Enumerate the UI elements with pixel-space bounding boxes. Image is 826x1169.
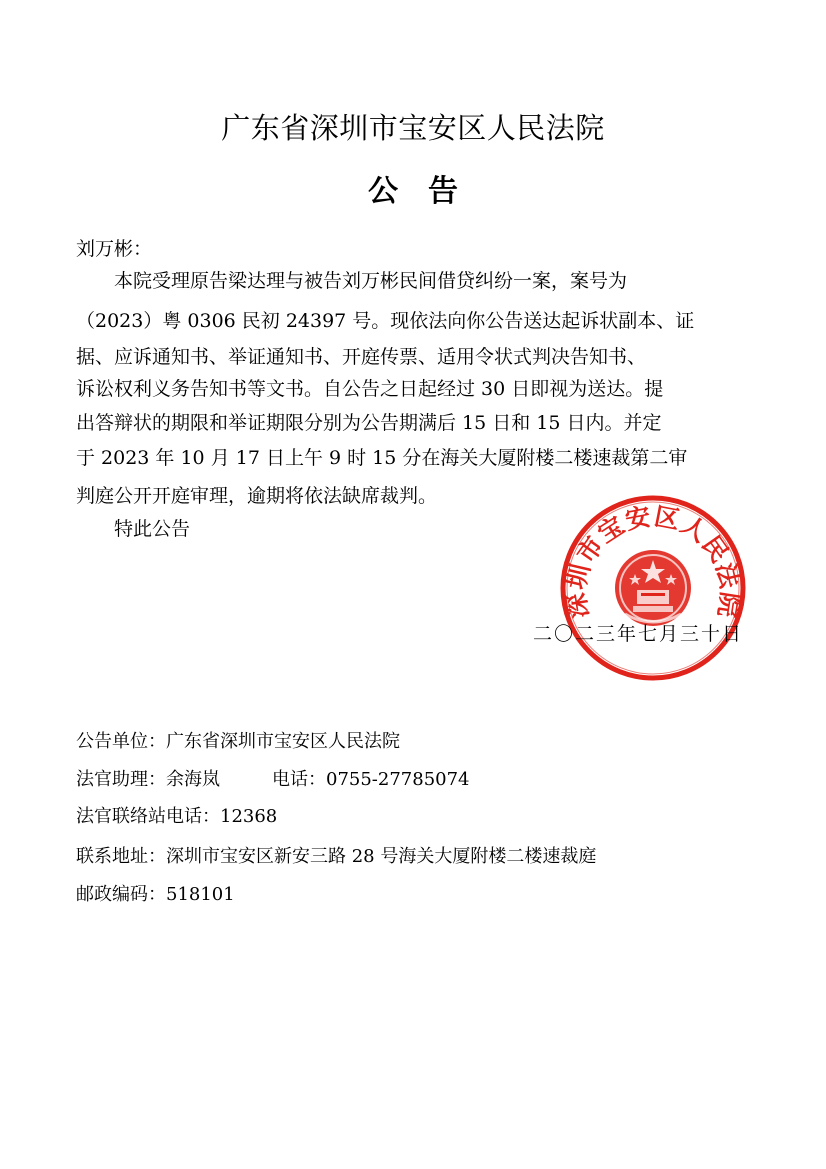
hotline-label: 法官联络站电话： <box>76 806 220 827</box>
body-line-2: （2023）粤 0306 民初 24397 号。现依法向你公告送达起诉状副本、证 <box>76 310 695 332</box>
hotline-line <box>76 802 277 828</box>
notice-date: 二〇二三年七月三十日 <box>533 623 744 645</box>
hotline-value: 12368 <box>220 806 278 827</box>
court-name: 广东省深圳市宝安区人民法院 <box>221 111 605 145</box>
phone-value: 0755-27785074 <box>326 769 470 790</box>
address-line <box>76 842 596 868</box>
postcode-value: 518101 <box>166 884 235 905</box>
body-line-5: 出答辩状的期限和举证期限分别为公告期满后 15 日和 15 日内。并定 <box>76 412 662 434</box>
national-emblem-icon <box>615 550 691 626</box>
body-line-3: 据、应诉通知书、举证通知书、开庭传票、适用令状式判决告知书、 <box>76 346 647 368</box>
publisher-label: 公告单位： <box>76 731 166 752</box>
body-line-7: 判庭公开开庭审理，逾期将依法缺席裁判。 <box>76 485 438 507</box>
closing-text: 特此公告 <box>76 518 191 540</box>
address-value: 深圳市宝安区新安三路 28 号海关大厦附楼二楼速裁庭 <box>166 846 597 867</box>
assistant-line <box>76 765 470 791</box>
postcode-line <box>76 880 235 906</box>
document-title: 公 告 <box>368 174 458 209</box>
svg-text:深圳市宝安区人民法院: 深圳市宝安区人民法院 <box>561 501 745 621</box>
publisher-value: 广东省深圳市宝安区人民法院 <box>166 731 400 752</box>
court-seal-stamp <box>559 494 747 682</box>
addressee: 刘万彬： <box>76 238 153 260</box>
address-label: 联系地址： <box>76 846 166 867</box>
body-line-1: 本院受理原告梁达理与被告刘万彬民间借贷纠纷一案，案号为 <box>76 270 628 292</box>
postcode-label: 邮政编码： <box>76 884 166 905</box>
assistant-value: 余海岚 <box>166 769 220 790</box>
body-line-4: 诉讼权利义务告知书等文书。自公告之日起经过 30 日即视为送达。提 <box>76 378 664 400</box>
body-line-6: 于 2023 年 10 月 17 日上午 9 时 15 分在海关大厦附楼二楼速裁第二审 <box>76 447 688 469</box>
phone-label: 电话： <box>272 769 326 790</box>
publisher-line <box>76 727 400 753</box>
assistant-label: 法官助理： <box>76 769 166 790</box>
